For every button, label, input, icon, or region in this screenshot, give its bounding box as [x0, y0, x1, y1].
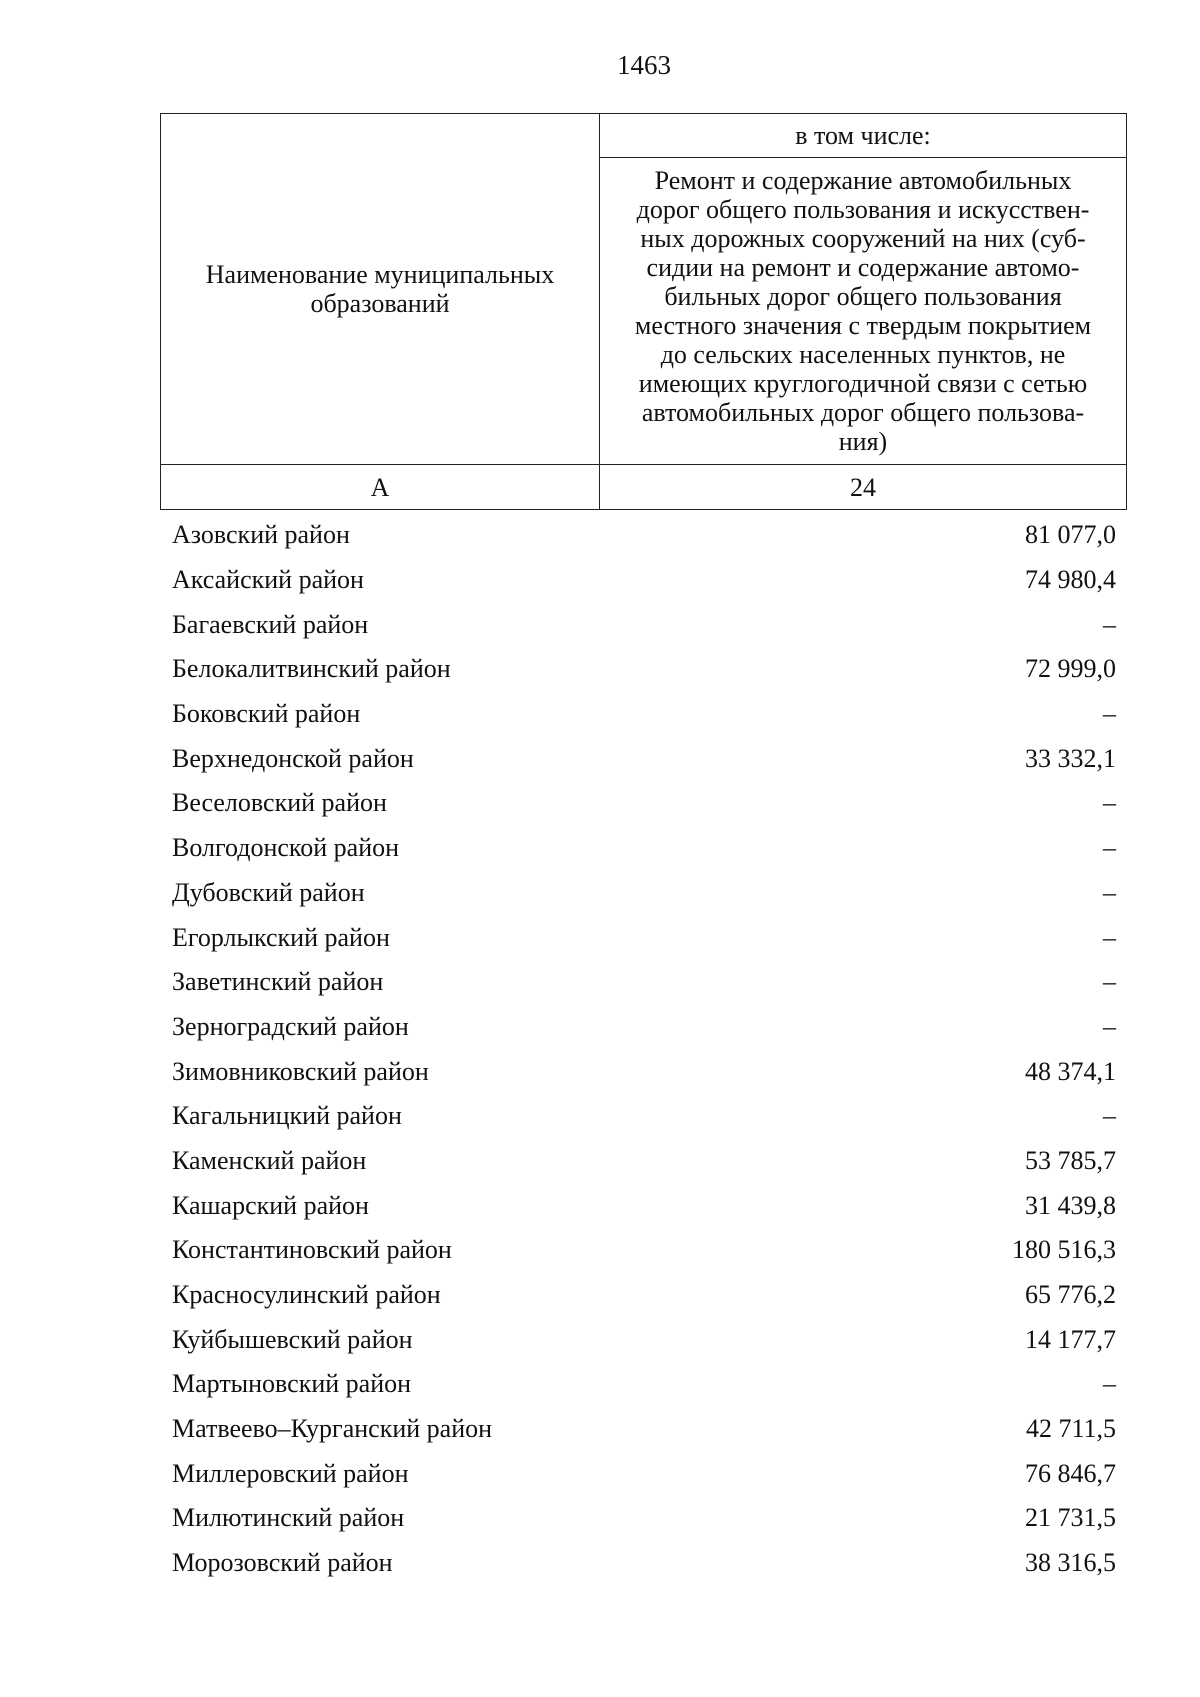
district-name: Мартыновский район — [172, 1369, 412, 1399]
district-name: Зимовниковский район — [172, 1056, 429, 1086]
table-row — [172, 1362, 1116, 1407]
district-name: Белокалитвинский район — [172, 654, 451, 684]
district-value: 42 711,5 — [1025, 1414, 1116, 1444]
table-row — [172, 1049, 1116, 1094]
district-value: – — [1103, 922, 1116, 952]
name-column-header-text: Наименование муниципальных образований — [205, 260, 555, 318]
table-row — [172, 602, 1116, 647]
table-row — [172, 915, 1116, 960]
district-value: – — [1103, 1011, 1116, 1041]
page-number: 1463 — [617, 50, 671, 80]
district-value: 81 077,0 — [1025, 520, 1116, 550]
table-row — [172, 871, 1116, 916]
district-name: Морозовский район — [172, 1548, 393, 1578]
description-line: Ремонт и содержание автомобильных — [654, 166, 1072, 195]
district-value: 74 980,4 — [1025, 565, 1116, 595]
table-row — [172, 826, 1116, 871]
description-line: бильных дорог общего пользования — [664, 282, 1062, 311]
district-name: Милютинский район — [172, 1503, 405, 1533]
district-value: – — [1103, 1101, 1116, 1131]
district-value: 180 516,3 — [1012, 1235, 1116, 1265]
name-column-header — [161, 114, 600, 465]
district-name: Веселовский район — [172, 788, 387, 818]
district-value: – — [1103, 1369, 1116, 1399]
district-value: 33 332,1 — [1025, 743, 1116, 773]
table-row — [172, 736, 1116, 781]
description-line: автомобильных дорог общего пользова- — [641, 398, 1085, 427]
value-column-header — [600, 158, 1127, 465]
district-name: Волгодонской район — [172, 833, 400, 863]
district-name: Миллеровский район — [172, 1458, 409, 1488]
district-name: Зерноградский район — [172, 1011, 409, 1041]
district-value: 76 846,7 — [1025, 1458, 1116, 1488]
district-name: Кагальницкий район — [172, 1101, 402, 1131]
table-row — [172, 1541, 1116, 1586]
table-row — [172, 1273, 1116, 1318]
table-body — [172, 513, 1116, 1586]
description-line: местного значения с твердым покрытием — [634, 311, 1092, 340]
table-row — [172, 1496, 1116, 1541]
district-name: Верхнедонской район — [172, 743, 414, 773]
district-value: 21 731,5 — [1025, 1503, 1116, 1533]
district-name: Егорлыкский район — [172, 922, 390, 952]
table-row — [172, 1005, 1116, 1050]
value-column-index: 24 — [600, 465, 1127, 510]
district-value: – — [1103, 609, 1116, 639]
district-name: Аксайский район — [172, 565, 364, 595]
description-line: дорог общего пользования и искусствен- — [636, 195, 1090, 224]
description-line: до сельских населенных пунктов, не — [660, 340, 1066, 369]
district-name: Куйбышевский район — [172, 1324, 413, 1354]
district-value: 65 776,2 — [1025, 1280, 1116, 1310]
district-value: 48 374,1 — [1025, 1056, 1116, 1086]
district-name: Кашарский район — [172, 1190, 369, 1220]
table-row — [172, 558, 1116, 603]
description-line: ных дорожных сооружений на них (суб- — [640, 224, 1086, 253]
district-value: 14 177,7 — [1025, 1324, 1116, 1354]
table-row — [172, 1407, 1116, 1452]
district-name: Константиновский район — [172, 1235, 452, 1265]
district-value: 53 785,7 — [1025, 1145, 1116, 1175]
table-row — [172, 1317, 1116, 1362]
district-value: – — [1103, 699, 1116, 729]
district-name: Заветинский район — [172, 967, 384, 997]
district-value: 31 439,8 — [1025, 1190, 1116, 1220]
district-value: – — [1103, 833, 1116, 863]
table-row — [172, 1139, 1116, 1184]
district-value: 38 316,5 — [1025, 1548, 1116, 1578]
district-value: 72 999,0 — [1025, 654, 1116, 684]
district-name: Матвеево–Курганский район — [172, 1414, 493, 1444]
table-row — [172, 1451, 1116, 1496]
district-name: Азовский район — [172, 520, 350, 550]
group-label: в том числе: — [600, 114, 1127, 158]
table-row — [172, 781, 1116, 826]
table-row — [172, 1228, 1116, 1273]
table-row — [172, 1183, 1116, 1228]
district-value: – — [1103, 788, 1116, 818]
district-name: Багаевский район — [172, 609, 369, 639]
district-name: Боковский район — [172, 699, 361, 729]
description-line: ния) — [838, 427, 888, 456]
description-line: сидии на ремонт и содержание автомо- — [646, 253, 1080, 282]
table-row — [172, 960, 1116, 1005]
table-row — [172, 1094, 1116, 1139]
table-row — [172, 647, 1116, 692]
district-value: – — [1103, 877, 1116, 907]
table-row — [172, 692, 1116, 737]
name-column-index: А — [161, 465, 600, 510]
district-value: – — [1103, 967, 1116, 997]
district-name: Каменский район — [172, 1145, 367, 1175]
district-name: Дубовский район — [172, 877, 365, 907]
table-header — [160, 113, 1127, 510]
district-name: Красносулинский район — [172, 1280, 441, 1310]
table-row — [172, 513, 1116, 558]
description-line: имеющих круглогодичной связи с сетью — [638, 369, 1088, 398]
